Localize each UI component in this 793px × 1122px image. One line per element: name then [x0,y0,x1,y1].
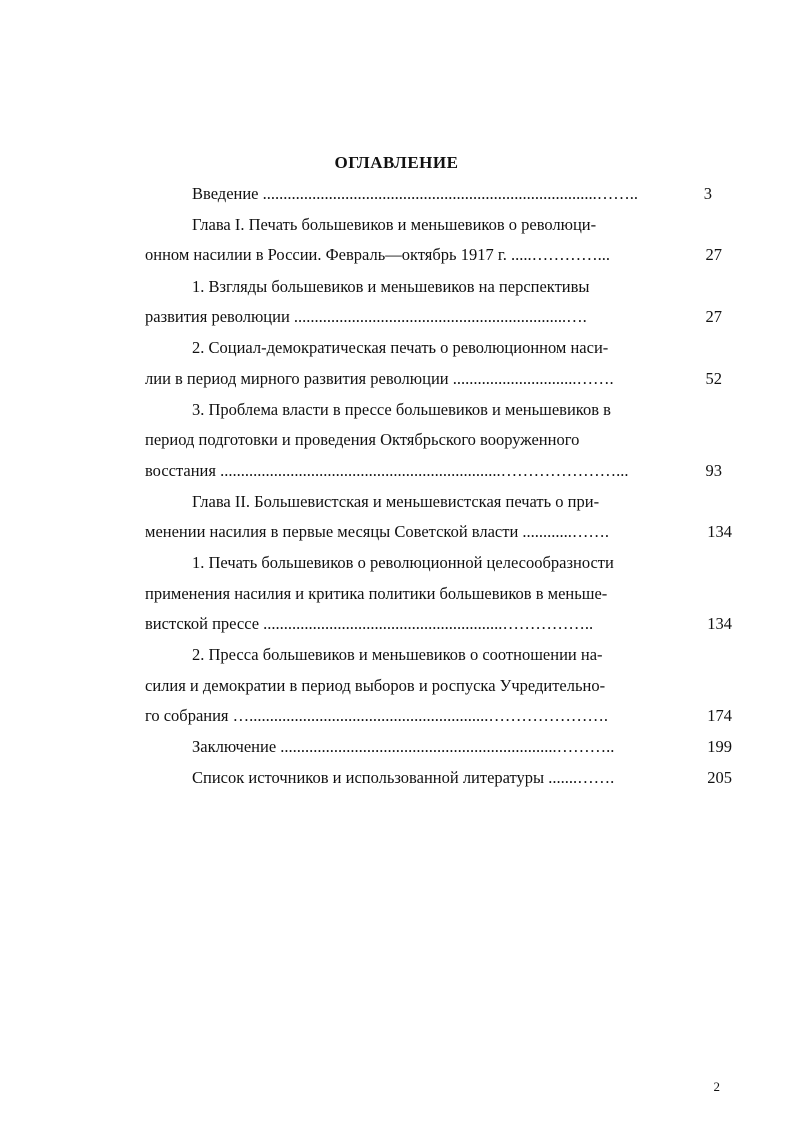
page-number: 2 [713,1079,720,1094]
toc-entry-introduction: Введение .................................................................................…….. [192,184,639,203]
toc-entry-bibliography: Список источников и использованной литературы .......……. [192,768,615,787]
toc-entry-conclusion: Заключение ...................................................................……….. [192,737,615,756]
toc-entry-section-2-2-cont: силия и демократии в период выборов и роспуска Учредительно- [145,676,606,695]
toc-entry-chapter-2-cont: менении насилия в первые месяцы Советской власти ............……. [145,522,610,541]
toc-entry-section-1-3: 3. Проблема власти в прессе большевиков и меньшевиков в [192,400,611,419]
toc-entry-section-2-1-cont: применения насилия и критика политики большевиков в меньше- [145,584,608,603]
toc-page-number: 199 [707,737,732,756]
toc-entry-section-1-2: 2. Социал-демократическая печать о революционном наси- [192,338,609,357]
toc-entry-section-1-2-cont: лии в период мирного развития революции ..............................……. [145,369,614,388]
toc-title: ОГЛАВЛЕНИЕ [334,153,459,172]
toc-entry-section-2-2: 2. Пресса большевиков и меньшевиков о соотношении на- [192,645,603,664]
toc-entry-section-1-3-cont: восстания ....................................................................…………………... [145,461,629,480]
toc-page-number: 93 [705,461,722,480]
toc-entry-section-1-1: 1. Взгляды большевиков и меньшевиков на перспективы [192,277,590,296]
toc-page-number: 134 [707,614,732,633]
toc-entry-chapter-2: Глава II. Большевистская и меньшевистская печать о при- [192,492,600,511]
toc-page-number: 52 [705,369,722,388]
toc-entry-chapter-1-cont: онном насилии в России. Февраль—октябрь 1917 г. .....…………... [145,245,610,264]
toc-page-number: 134 [707,522,732,541]
toc-entry-section-2-1: 1. Печать большевиков о революционной целесообразности [192,553,614,572]
toc-page-number: 205 [707,768,732,787]
toc-page-number: 27 [705,307,722,326]
toc-entry-section-2-2-cont: го собрания …..........................................................…………………. [145,706,609,725]
toc-page-number: 3 [703,184,712,203]
toc-entry-section-2-1-cont: вистской прессе ..........................................................…………….. [145,614,594,633]
toc-entry-section-1-3-cont: период подготовки и проведения Октябрьского вооруженного [145,430,580,449]
toc-page-number: 174 [707,706,732,725]
toc-page-number: 27 [705,245,722,264]
toc-entry-chapter-1: Глава I. Печать большевиков и меньшевиков о революци- [192,215,597,234]
toc-entry-section-1-1-cont: развития революции ..................................................................…. [145,307,587,326]
